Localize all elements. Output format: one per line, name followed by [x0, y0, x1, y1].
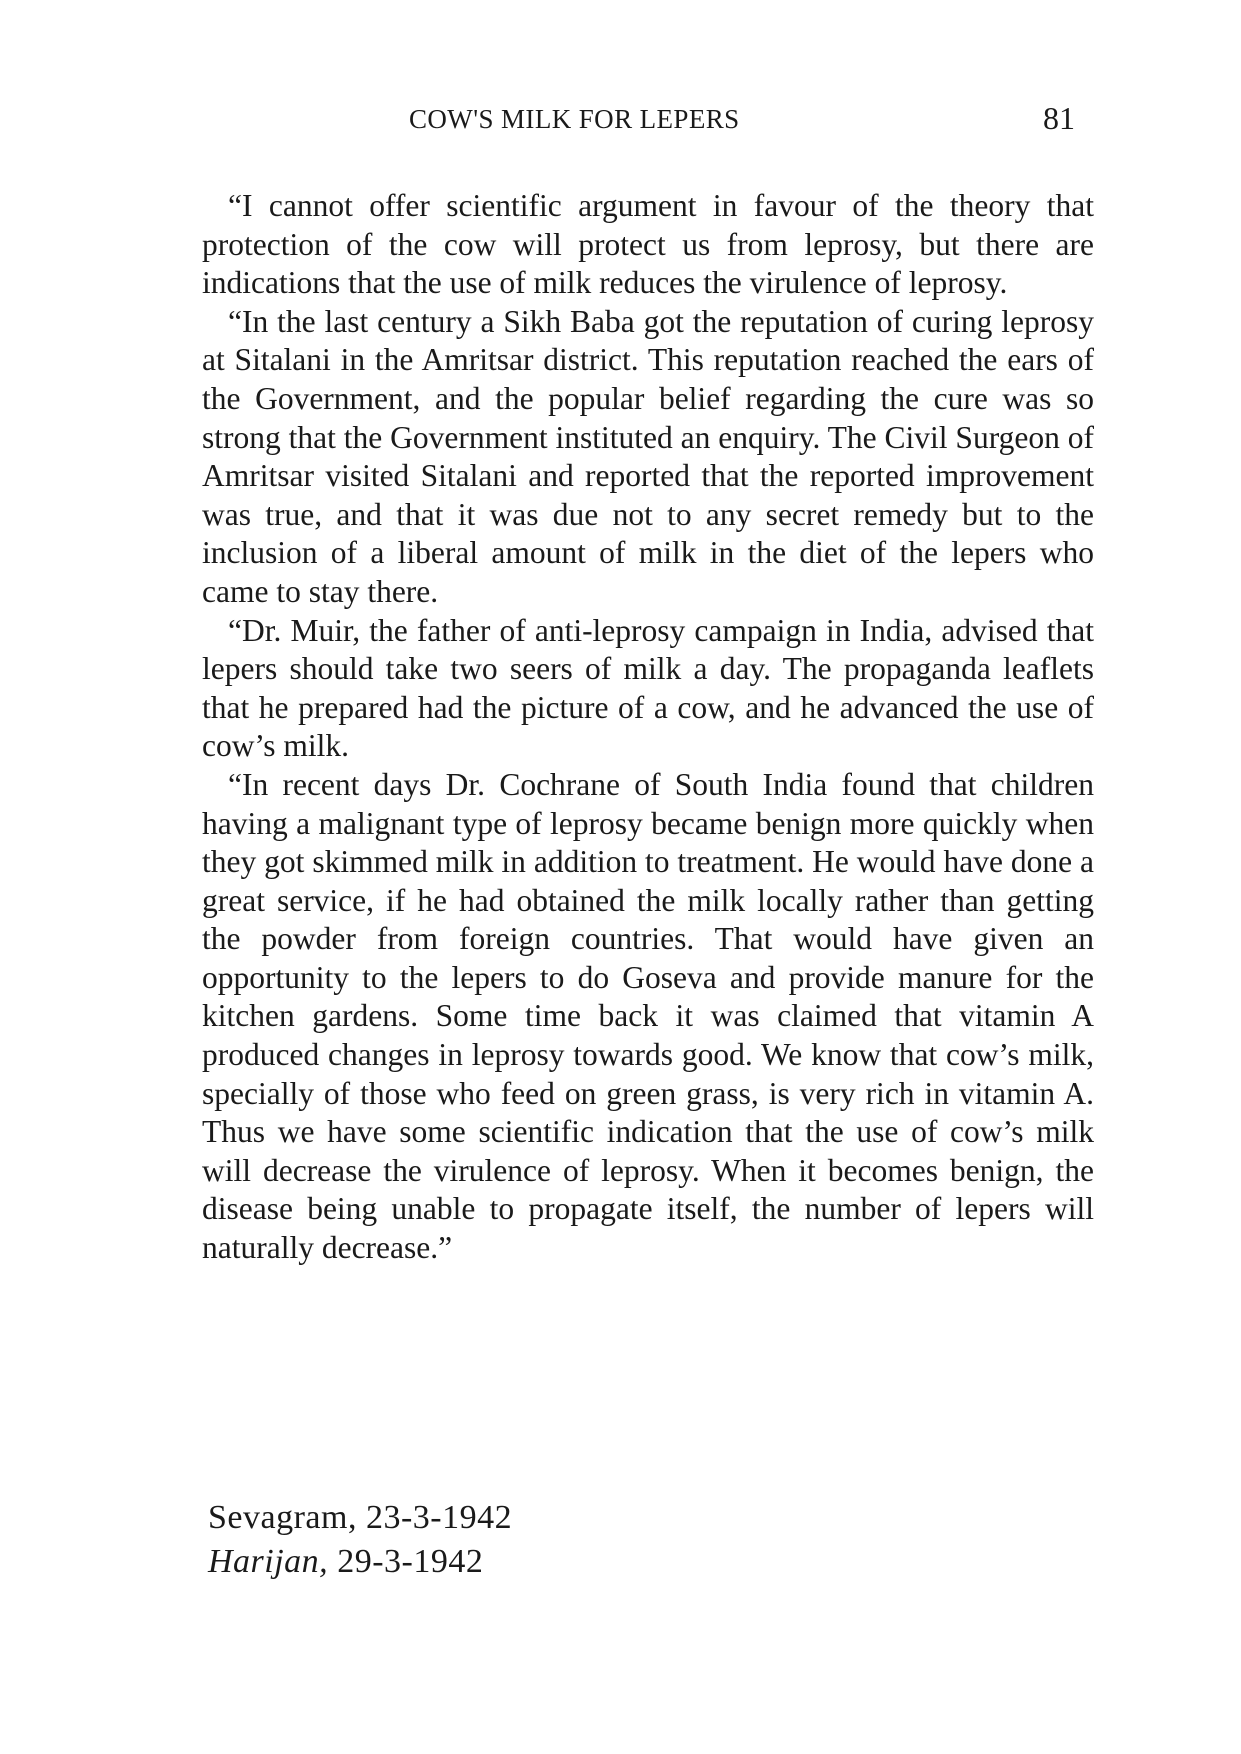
running-header: COW'S MILK FOR LEPERS	[409, 104, 740, 134]
source-date: 29-3-1942	[337, 1543, 484, 1580]
source-citation	[208, 1540, 512, 1584]
place-date: Sevagram, 23-3-1942	[208, 1499, 513, 1536]
paragraph: “In the last century a Sikh Baba got the reputation of curing leprosy at Sitalani in the Amritsar district. This reputation reached the ears of the Government, and the popular belief regarding the cure was so strong that the Government instituted an enquiry. The Civil Surgeon of Amritsar visited Sitalani and reported that the reported improvement was true, and that it was due not to any secret remedy but to the inclusion of a liberal amount of milk in the diet of the lepers who came to stay there.	[202, 303, 1094, 609]
source-title: Harijan,	[208, 1543, 329, 1580]
article-body	[202, 187, 1094, 1268]
page-number: 81	[1043, 100, 1075, 136]
paragraph: “Dr. Muir, the father of anti-leprosy campaign in India, advised that lepers should take two seers of milk a day. The propaganda leaflets that he prepared had the picture of a cow, and he advanced the use of cow’s milk.	[202, 612, 1094, 764]
paragraph: “In recent days Dr. Cochrane of South India found that children having a malignant type of leprosy became benign more quickly when they got skimmed milk in addition to treatment. He would have done a great service, if he had obtained the milk locally rather than getting the powder from foreign countries. That would have given an opportunity to the lepers to do Goseva and provide manure for the kitchen gardens. Some time back it was claimed that vitamin A produced changes in leprosy towards good. We know that cow’s milk, specially of those who feed on green grass, is very rich in vitamin A. Thus we have some scientific indication that the use of cow’s milk will decrease the virulence of leprosy. When it becomes benign, the disease being unable to propagate itself, the number of lepers will naturally decrease.”	[202, 766, 1094, 1266]
paragraph: “I cannot offer scientific argument in favour of the theory that protection of the cow will protect us from leprosy, but there are indications that the use of milk reduces the virulence of leprosy.	[202, 188, 1094, 301]
sign-off	[208, 1496, 512, 1584]
